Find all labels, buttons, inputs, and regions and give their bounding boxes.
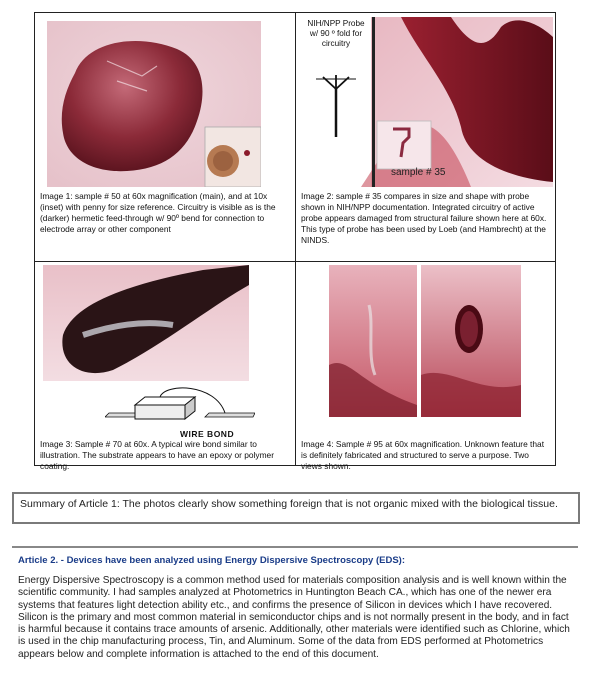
image-3-photo xyxy=(43,265,249,381)
image-1-caption: Image 1: sample # 50 at 60x magnification (main), and at 10x (inset) with penny for size reference. Circuitry is visible as is the (darker) hermetic feed-through w/ 90º bend for connection to electrode array or other component xyxy=(40,191,276,234)
image-2-caption: Image 2: sample # 35 compares in size and shape with probe shown in NIH/NPP documentation. Integrated circuitry of active probe appears damaged from structural failure shown here at 60x. This type of probe has been used by Loeb (and Hambrecht) at the NINDS. xyxy=(301,191,547,245)
grid-divider-horizontal xyxy=(35,261,555,262)
section-divider xyxy=(12,546,578,548)
image-1-photo xyxy=(47,21,261,187)
article-1-summary: Summary of Article 1: The photos clearly show something foreign that is not organic mixed with the biological tissue. xyxy=(12,492,580,524)
wire-bond-diagram xyxy=(105,383,255,429)
sample-35-label: sample # 35 xyxy=(391,167,446,178)
image-grid xyxy=(34,12,556,471)
article-2-body: Energy Dispersive Spectroscopy is a common method used for materials composition analysis and is well known within the scientific community. I had samples analyzed at Photometrics in Huntington Beach CA., which has one of the newer era systems that features light detection ability etc., and confirms the presence of Silicon in devices which I have recovered. Silicon is the primary and most common material in semiconductor chips and is not normally present in the body, and in fact is harmful because it contains trace amounts of arsenic. Additionally, other materials were identified such as Chlorine, which is used in the chip manufacturing process, Tin, and Aluminum. Some of the data from EDS performed at Photometrics appears below and complete information is attached to the end of this document. xyxy=(18,575,570,660)
image-3-caption: Image 3: Sample # 70 at 60x. A typical wire bond similar to illustration. The substrate appears to have an epoxy or polymer coating. xyxy=(40,439,275,471)
image-4-photo xyxy=(329,265,521,417)
probe-label: NIH/NPP Probe w/ 90 º fold for circuitry xyxy=(307,19,365,48)
grid-divider-vertical xyxy=(295,13,296,465)
image-4-caption: Image 4: Sample # 95 at 60x magnification. Unknown feature that is definitely fabricated and structured to serve a purpose. Two views shown. xyxy=(301,439,545,471)
wire-bond-label: WIRE BOND xyxy=(180,429,235,439)
article-2-title: Article 2. - Devices have been analyzed using Energy Dispersive Spectroscopy (EDS): xyxy=(18,555,406,566)
